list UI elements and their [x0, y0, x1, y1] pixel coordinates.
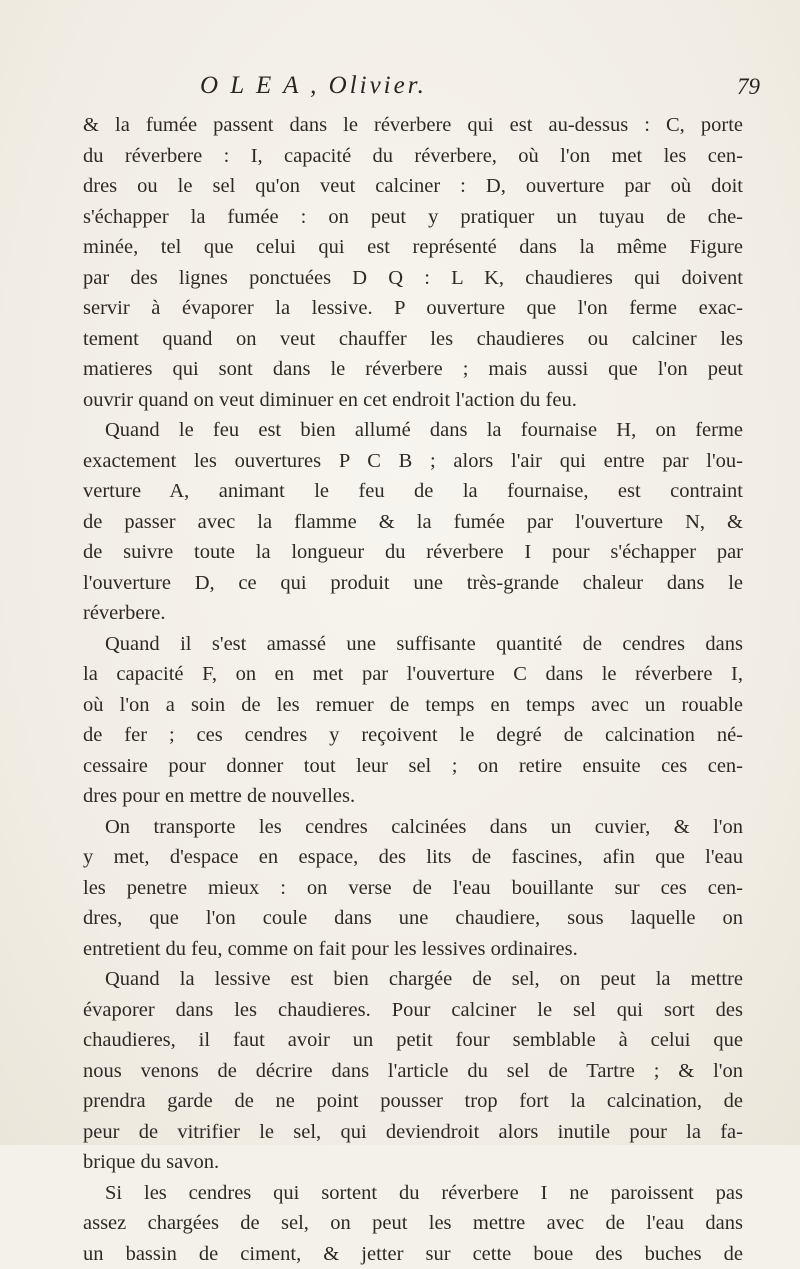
text-line: dres ou le sel qu'on veut calciner : D, ouverture par où doit: [83, 171, 743, 202]
text-line: de suivre toute la longueur du réverbere I pour s'échapper par: [83, 537, 743, 568]
text-line: entretient du feu, comme on fait pour les lessives ordinaires.: [83, 934, 743, 965]
text-line: chaudieres, il faut avoir un petit four semblable à celui que: [83, 1025, 743, 1056]
text-line: s'échapper la fumée : on peut y pratiquer un tuyau de che-: [83, 202, 743, 233]
text-line: l'ouverture D, ce qui produit une très-grande chaleur dans le: [83, 568, 743, 599]
text-line: dres, que l'on coule dans une chaudiere, sous laquelle on: [83, 903, 743, 934]
text-line: y met, d'espace en espace, des lits de fascines, afin que l'eau: [83, 842, 743, 873]
text-line: cessaire pour donner tout leur sel ; on retire ensuite ces cen-: [83, 751, 743, 782]
text-line: nous venons de décrire dans l'article du sel de Tartre ; & l'on: [83, 1056, 743, 1087]
text-line: réverbere.: [83, 598, 743, 629]
text-line: exactement les ouvertures P C B ; alors l'air qui entre par l'ou-: [83, 446, 743, 477]
paragraph-start-line: Si les cendres qui sortent du réverbere I ne paroissent pas: [83, 1178, 743, 1209]
text-line: & la fumée passent dans le réverbere qui est au-dessus : C, porte: [83, 110, 743, 141]
text-line: brique du savon.: [83, 1147, 743, 1178]
text-line: matieres qui sont dans le réverbere ; mais aussi que l'on peut: [83, 354, 743, 385]
text-line: de fer ; ces cendres y reçoivent le degré de calcination né-: [83, 720, 743, 751]
text-line: la capacité F, on en met par l'ouverture C dans le réverbere I,: [83, 659, 743, 690]
text-line: par des lignes ponctuées D Q : L K, chaudieres qui doivent: [83, 263, 743, 294]
text-line: où l'on a soin de les remuer de temps en temps avec un rouable: [83, 690, 743, 721]
text-line: minée, tel que celui qui est représenté dans la même Figure: [83, 232, 743, 263]
text-line: ouvrir quand on veut diminuer en cet endroit l'action du feu.: [83, 385, 743, 416]
paragraph-start-line: Quand le feu est bien allumé dans la fournaise H, on ferme: [83, 415, 743, 446]
text-line: verture A, animant le feu de la fournaise, est contraint: [83, 476, 743, 507]
text-line: tement quand on veut chauffer les chaudieres ou calciner les: [83, 324, 743, 355]
page-header: [110, 72, 760, 106]
text-line: les penetre mieux : on verse de l'eau bouillante sur ces cen-: [83, 873, 743, 904]
running-title: O L E A , Olivier.: [200, 72, 427, 100]
paragraph-start-line: On transporte les cendres calcinées dans un cuvier, & l'on: [83, 812, 743, 843]
paragraph-start-line: Quand il s'est amassé une suffisante quantité de cendres dans: [83, 629, 743, 660]
text-line: dres pour en mettre de nouvelles.: [83, 781, 743, 812]
text-line: du réverbere : I, capacité du réverbere, où l'on met les cen-: [83, 141, 743, 172]
body-text: [83, 110, 743, 1269]
text-line: prendra garde de ne point pousser trop fort la calcination, de: [83, 1086, 743, 1117]
text-line: peur de vitrifier le sel, qui deviendroit alors inutile pour la fa-: [83, 1117, 743, 1148]
text-line: de passer avec la flamme & la fumée par l'ouverture N, &: [83, 507, 743, 538]
page-number: 79: [737, 74, 760, 100]
text-line: assez chargées de sel, on peut les mettre avec de l'eau dans: [83, 1208, 743, 1239]
paragraph-start-line: Quand la lessive est bien chargée de sel, on peut la mettre: [83, 964, 743, 995]
text-line: un bassin de ciment, & jetter sur cette boue des buches de: [83, 1239, 743, 1269]
text-line: servir à évaporer la lessive. P ouverture que l'on ferme exac-: [83, 293, 743, 324]
text-line: évaporer dans les chaudieres. Pour calciner le sel qui sort des: [83, 995, 743, 1026]
